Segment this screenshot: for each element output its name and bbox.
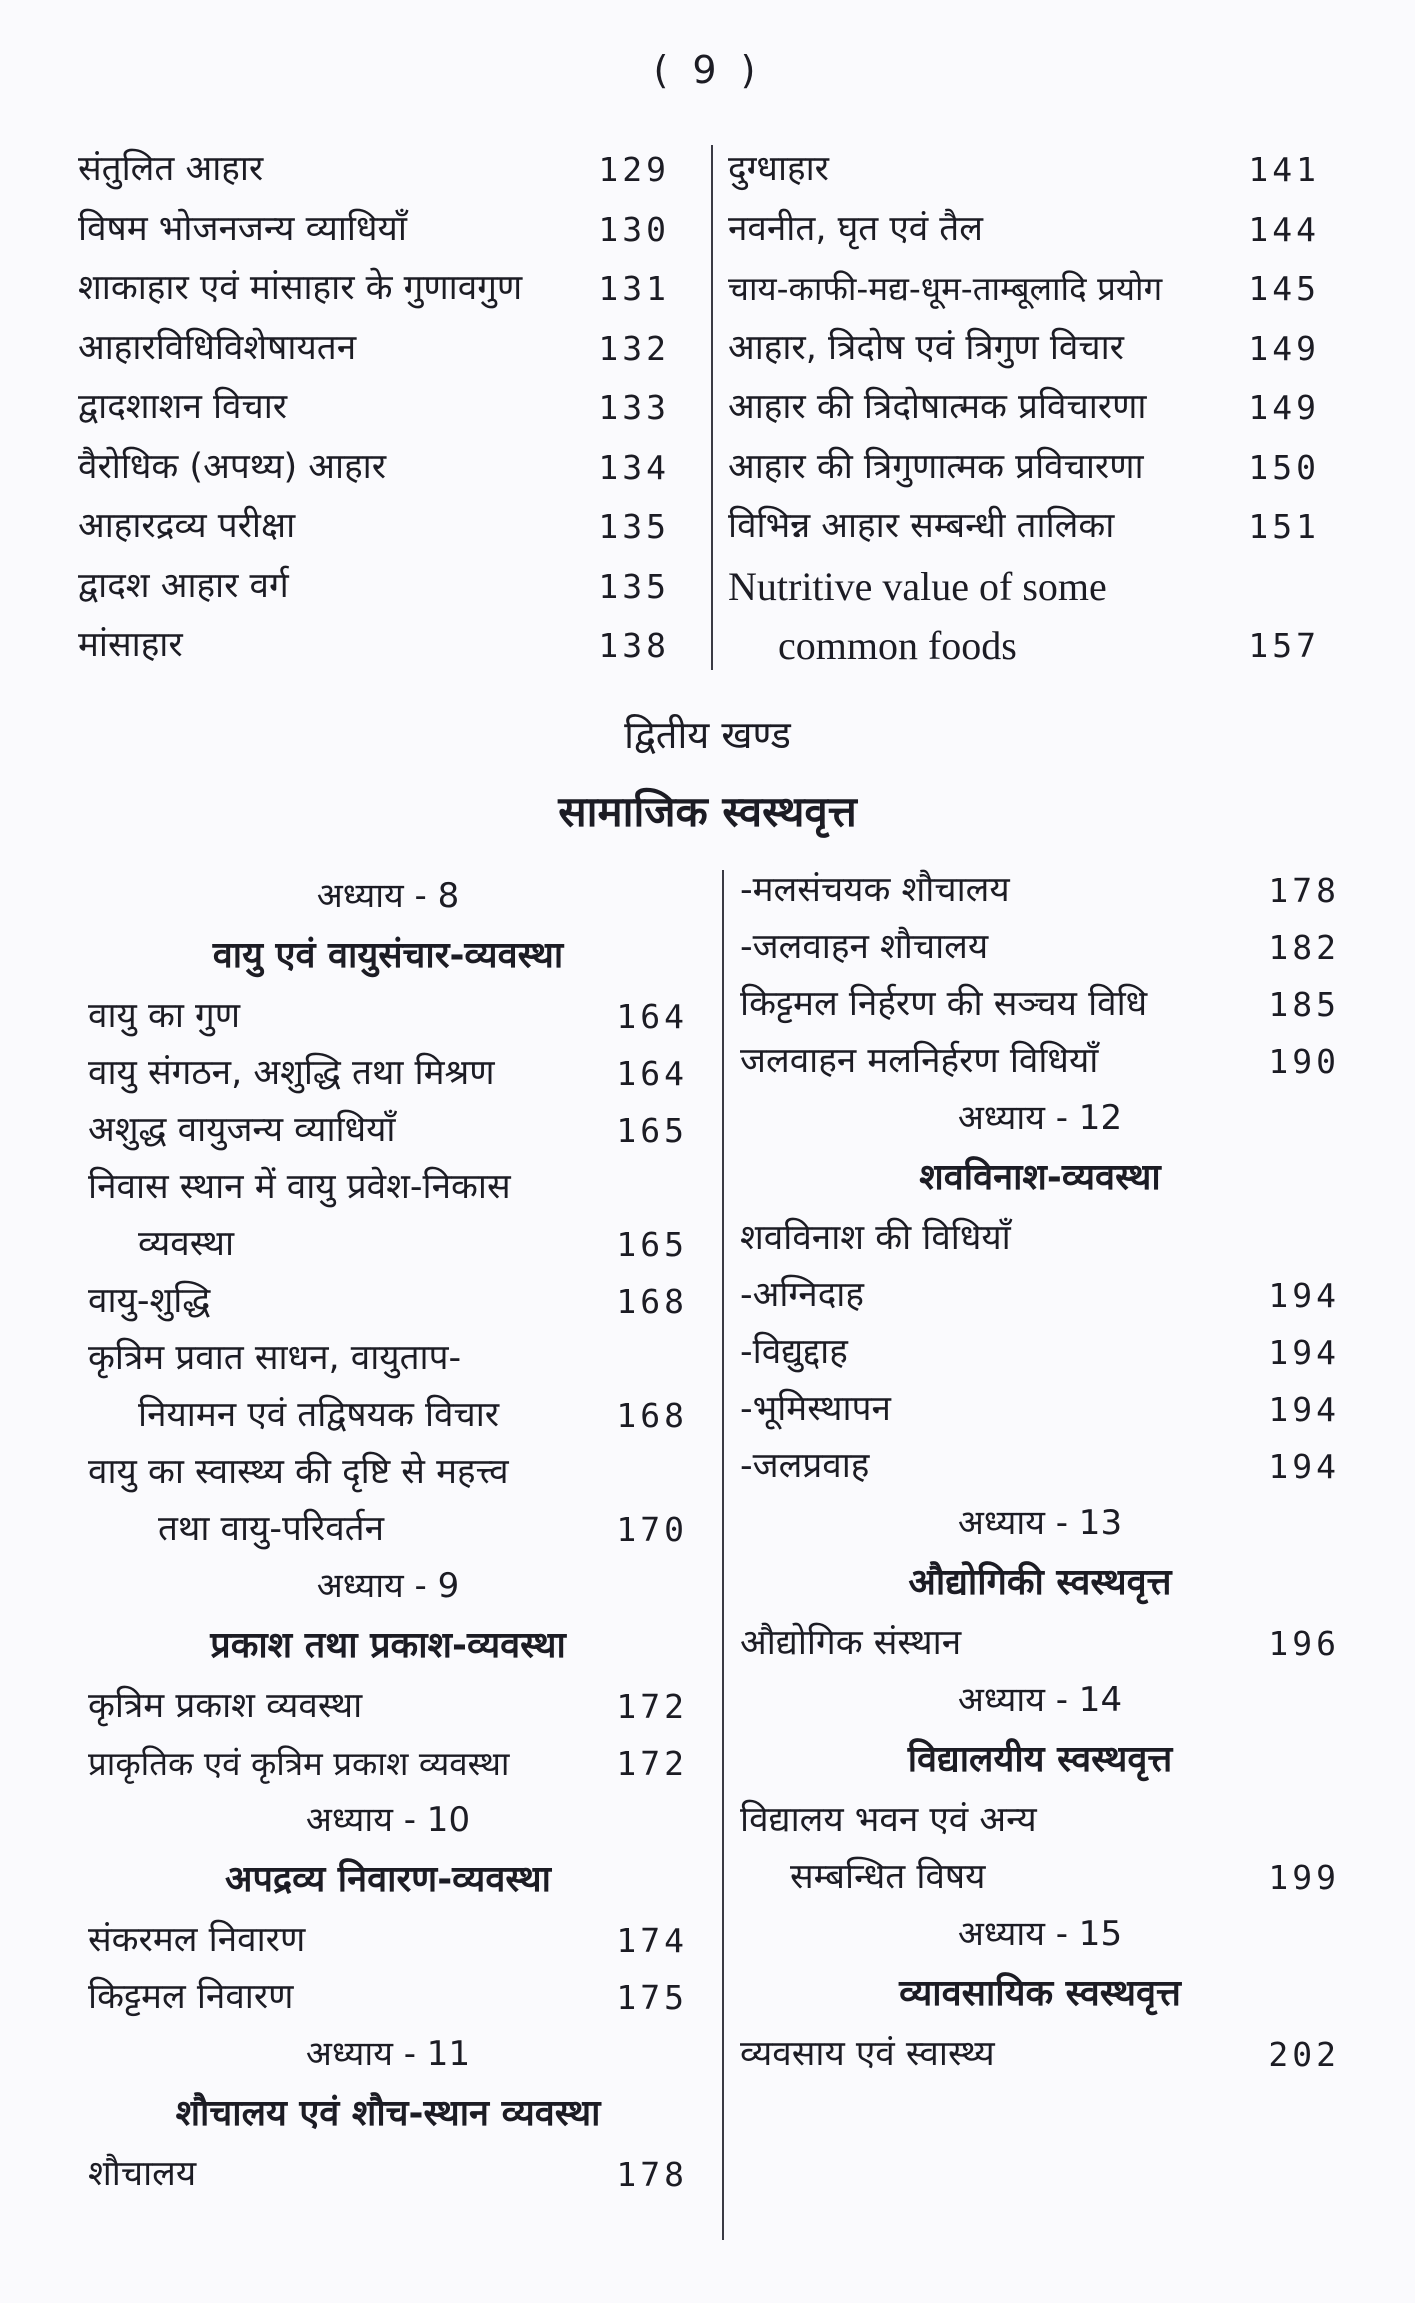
toc-entry[interactable] xyxy=(88,1678,688,1735)
toc-entry-page: 144 xyxy=(1248,209,1320,249)
toc-entry-title: Nutritive value of some xyxy=(728,563,1107,609)
toc-entry-page: 194 xyxy=(1268,1390,1340,1429)
chapter-label: अध्याय - 14 xyxy=(957,1680,1123,1720)
toc-entry[interactable] xyxy=(740,1615,1340,1672)
toc-entry[interactable] xyxy=(740,1033,1340,1090)
toc-entry[interactable] xyxy=(78,438,670,498)
toc-entry-page: 194 xyxy=(1268,1333,1340,1372)
toc-entry[interactable] xyxy=(88,1273,688,1330)
toc-entry-title: मांसाहार xyxy=(78,625,183,665)
toc-entry-page: 174 xyxy=(616,1921,688,1960)
toc-entry-title: वायु का गुण xyxy=(88,996,241,1036)
section-subtitle: द्वितीय खण्ड xyxy=(624,713,791,757)
toc-entry-title: शौचालय xyxy=(88,2154,197,2194)
toc-entry-title: सम्बन्धित विषय xyxy=(790,1857,986,1897)
toc-entry-title: वायु का स्वास्थ्य की दृष्टि से महत्त्व xyxy=(88,1452,509,1492)
toc-entry-page: 145 xyxy=(1248,269,1320,308)
toc-entry-page: 135 xyxy=(598,566,670,606)
toc-entry-title: -जलप्रवाह xyxy=(740,1446,870,1486)
toc-entry-title: व्यवसाय एवं स्वास्थ्य xyxy=(740,2034,995,2074)
top-right-column xyxy=(728,140,1320,676)
toc-entry[interactable] xyxy=(88,1912,688,1969)
toc-entry-page: 172 xyxy=(616,1744,688,1783)
toc-entry-page: 138 xyxy=(598,626,670,665)
toc-entry-page: 182 xyxy=(1268,928,1340,967)
toc-entry[interactable] xyxy=(740,1210,1340,1267)
toc-entry-page: 199 xyxy=(1268,1858,1340,1897)
toc-entry-title: विषम भोजनजन्य व्याधियाँ xyxy=(78,208,407,249)
toc-entry[interactable] xyxy=(728,140,1320,200)
toc-entry-title: वायु-शुद्धि xyxy=(88,1281,211,1321)
toc-entry-title: -जलवाहन शौचालय xyxy=(740,927,989,967)
toc-entry[interactable] xyxy=(740,1267,1340,1324)
toc-entry[interactable] xyxy=(740,1324,1340,1381)
toc-entry-title: कृत्रिम प्रवात साधन, वायुताप- xyxy=(88,1338,462,1378)
chapter-title: औद्योगिकी स्वस्थवृत्त xyxy=(908,1562,1172,1603)
toc-entry[interactable] xyxy=(740,1792,1340,1849)
toc-entry[interactable] xyxy=(88,1735,688,1792)
toc-entry-page: 150 xyxy=(1248,447,1320,487)
toc-entry[interactable] xyxy=(740,2026,1340,2083)
toc-entry-title: विद्यालय भवन एवं अन्य xyxy=(740,1800,1037,1840)
toc-entry-title: -अग्निदाह xyxy=(740,1275,864,1315)
toc-entry[interactable] xyxy=(78,497,670,557)
toc-entry[interactable] xyxy=(728,438,1320,498)
toc-entry-page: 175 xyxy=(616,1978,688,2017)
toc-entry-page: 157 xyxy=(1248,626,1320,665)
toc-entry-title: आहारद्रव्य परीक्षा xyxy=(78,506,296,546)
toc-entry[interactable] xyxy=(88,2146,688,2203)
toc-entry-page: 194 xyxy=(1268,1276,1340,1315)
toc-entry[interactable] xyxy=(728,200,1320,260)
toc-entry-page: 172 xyxy=(616,1687,688,1726)
toc-entry[interactable] xyxy=(728,259,1320,319)
page-number: ( 9 ) xyxy=(653,48,762,92)
toc-entry[interactable] xyxy=(78,259,670,319)
toc-entry-title: शाकाहार एवं मांसाहार के गुणावगुण xyxy=(78,268,523,308)
toc-entry-title: शवविनाश की विधियाँ xyxy=(740,1218,1011,1258)
toc-entry-page: 134 xyxy=(598,447,670,487)
chapter-label: अध्याय - 9 xyxy=(316,1566,460,1606)
toc-entry-title: -भूमिस्थापन xyxy=(740,1389,891,1429)
toc-entry[interactable] xyxy=(78,557,670,617)
toc-entry-title: संकरमल निवारण xyxy=(88,1920,306,1960)
toc-entry-page: 129 xyxy=(598,150,670,189)
toc-entry-title: औद्योगिक संस्थान xyxy=(740,1623,962,1663)
toc-entry-title: जलवाहन मलनिर्हरण विधियाँ xyxy=(740,1041,1099,1081)
chapter-title: शवविनाश-व्यवस्था xyxy=(919,1157,1161,1198)
toc-entry[interactable] xyxy=(78,378,670,438)
toc-entry-page: 151 xyxy=(1248,507,1320,546)
toc-entry[interactable] xyxy=(88,988,688,1045)
chapter-label: अध्याय - 12 xyxy=(957,1098,1123,1138)
toc-entry-page: 178 xyxy=(1268,871,1340,910)
toc-entry-page: 149 xyxy=(1248,328,1320,368)
toc-entry[interactable] xyxy=(88,1501,688,1558)
toc-entry-title: वायु संगठन, अशुद्धि तथा मिश्रण xyxy=(88,1053,495,1093)
toc-entry-page: 194 xyxy=(1268,1447,1340,1486)
toc-entry[interactable] xyxy=(88,1159,688,1216)
toc-entry-title: -मलसंचयक शौचालय xyxy=(740,870,1010,910)
toc-entry-title: अशुद्ध वायुजन्य व्याधियाँ xyxy=(88,1110,396,1150)
toc-entry[interactable] xyxy=(78,616,670,676)
chapter-label: अध्याय - 11 xyxy=(305,2034,471,2074)
toc-entry[interactable] xyxy=(78,200,670,260)
toc-entry-title: संतुलित आहार xyxy=(78,149,264,189)
bottom-right-column xyxy=(740,862,1340,2083)
column-divider-bottom xyxy=(722,870,724,2240)
toc-entry[interactable] xyxy=(740,919,1340,976)
toc-entry-page: 135 xyxy=(598,507,670,546)
toc-entry[interactable] xyxy=(740,1438,1340,1495)
toc-entry-title: -विद्युद्दाह xyxy=(740,1332,848,1372)
toc-entry[interactable] xyxy=(740,976,1340,1033)
toc-entry-title: निवास स्थान में वायु प्रवेश-निकास xyxy=(88,1167,511,1207)
toc-entry-page: 168 xyxy=(616,1282,688,1321)
toc-entry-page: 164 xyxy=(616,997,688,1036)
toc-entry-title: आहार की त्रिदोषात्मक प्रविचारणा xyxy=(728,387,1147,427)
toc-entry-page: 132 xyxy=(598,328,670,368)
toc-entry[interactable] xyxy=(728,378,1320,438)
toc-entry-page: 170 xyxy=(616,1510,688,1549)
section-title: सामाजिक स्वस्थवृत्त xyxy=(558,787,857,836)
toc-entry[interactable] xyxy=(88,1387,688,1444)
toc-entry-title: विभिन्न आहार सम्बन्धी तालिका xyxy=(728,506,1115,546)
toc-entry-page: 133 xyxy=(598,388,670,427)
toc-entry-title: दुग्धाहार xyxy=(728,149,829,189)
chapter-title: शौचालय एवं शौच-स्थान व्यवस्था xyxy=(175,2093,601,2134)
toc-entry-page: 141 xyxy=(1248,150,1320,189)
toc-entry[interactable] xyxy=(88,1969,688,2026)
toc-entry-page: 196 xyxy=(1268,1624,1340,1663)
chapter-title: प्रकाश तथा प्रकाश-व्यवस्था xyxy=(210,1625,566,1666)
toc-entry-title: प्राकृतिक एवं कृत्रिम प्रकाश व्यवस्था xyxy=(88,1744,510,1783)
toc-entry[interactable] xyxy=(88,1330,688,1387)
toc-entry-title: चाय-काफी-मद्य-धूम-ताम्बूलादि प्रयोग xyxy=(728,269,1163,308)
chapter-label: अध्याय - 8 xyxy=(316,876,460,916)
toc-entry[interactable] xyxy=(740,1849,1340,1906)
toc-entry[interactable] xyxy=(728,319,1320,379)
toc-entry-title: कृत्रिम प्रकाश व्यवस्था xyxy=(88,1686,363,1726)
toc-entry-page: 168 xyxy=(616,1396,688,1435)
toc-entry-page: 165 xyxy=(616,1225,688,1264)
top-left-column xyxy=(78,140,670,676)
toc-entry[interactable] xyxy=(88,1045,688,1102)
chapter-title: अपद्रव्य निवारण-व्यवस्था xyxy=(225,1859,551,1900)
toc-entry[interactable] xyxy=(88,1216,688,1273)
column-divider-top xyxy=(711,145,713,670)
toc-entry[interactable] xyxy=(728,616,1320,676)
toc-entry-title: तथा वायु-परिवर्तन xyxy=(158,1509,385,1549)
toc-entry-page: 202 xyxy=(1268,2035,1340,2074)
bottom-left-column xyxy=(88,868,688,2203)
toc-entry-page: 178 xyxy=(616,2155,688,2194)
toc-entry[interactable] xyxy=(88,1444,688,1501)
chapter-title: वायु एवं वायुसंचार-व्यवस्था xyxy=(212,935,564,976)
chapter-label: अध्याय - 15 xyxy=(957,1914,1123,1954)
chapter-label: अध्याय - 13 xyxy=(957,1503,1123,1543)
toc-entry-page: 185 xyxy=(1268,985,1340,1024)
toc-entry[interactable] xyxy=(78,140,670,200)
toc-entry-page: 130 xyxy=(598,209,670,249)
toc-entry-title: आहार, त्रिदोष एवं त्रिगुण विचार xyxy=(728,327,1124,368)
toc-entry-title: नवनीत, घृत एवं तैल xyxy=(728,208,983,249)
toc-entry-page: 165 xyxy=(616,1111,688,1150)
toc-entry-title: व्यवस्था xyxy=(138,1224,235,1264)
toc-entry-title: द्वादश आहार वर्ग xyxy=(78,565,289,606)
toc-entry-page: 190 xyxy=(1268,1042,1340,1081)
toc-entry[interactable] xyxy=(88,1102,688,1159)
toc-entry-title: किट्टमल निवारण xyxy=(88,1977,294,2017)
toc-entry-title: आहारविधिविशेषायतन xyxy=(78,327,357,368)
toc-entry[interactable] xyxy=(740,862,1340,919)
chapter-label: अध्याय - 10 xyxy=(305,1800,471,1840)
toc-entry-title: आहार की त्रिगुणात्मक प्रविचारणा xyxy=(728,446,1144,487)
chapter-title: विद्यालयीय स्वस्थवृत्त xyxy=(907,1739,1173,1780)
toc-entry-title: किट्टमल निर्हरण की सञ्चय विधि xyxy=(740,984,1148,1024)
toc-entry-title: वैरोधिक (अपथ्य) आहार xyxy=(78,446,387,487)
toc-entry-title: common foods xyxy=(778,623,1017,668)
toc-entry-page: 149 xyxy=(1248,388,1320,427)
toc-entry[interactable] xyxy=(78,319,670,379)
chapter-title: व्यावसायिक स्वस्थवृत्त xyxy=(899,1973,1181,2014)
toc-entry[interactable] xyxy=(728,557,1320,617)
toc-entry[interactable] xyxy=(740,1381,1340,1438)
toc-entry[interactable] xyxy=(728,497,1320,557)
toc-entry-title: नियामन एवं तद्विषयक विचार xyxy=(138,1395,500,1435)
toc-entry-title: द्वादशाशन विचार xyxy=(78,387,288,427)
toc-entry-page: 131 xyxy=(598,269,670,308)
toc-entry-page: 164 xyxy=(616,1054,688,1093)
